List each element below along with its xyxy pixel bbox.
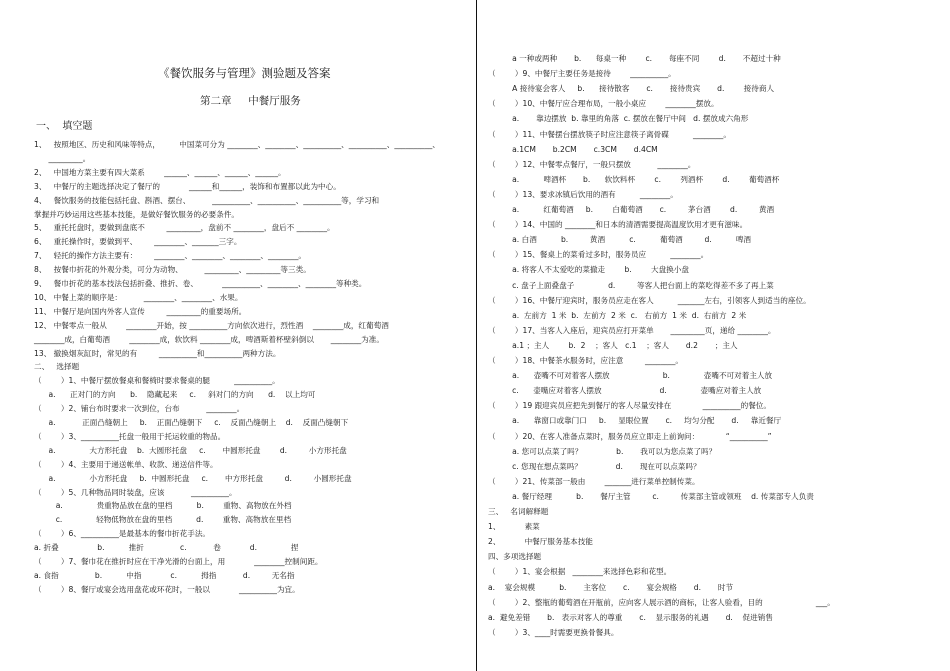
- question-line: 2、 中餐厅服务基本技能: [488, 537, 593, 547]
- question-line: 7、 轻托的操作方法主要有： ________、________、________、________。: [34, 251, 306, 261]
- question-line: a. 啤酒杯 b. 软饮料杯 c. 列酒杯 d. 葡萄酒杯: [488, 174, 780, 184]
- question-line: 12、 中餐零点一般从 ________开始，按 __________方向依次进行，烈性酒 ________成，红葡萄酒: [34, 320, 389, 330]
- question-line: （ ）8、餐厅或宴会选用盘花或环花时，一般以 __________为宜。: [34, 584, 300, 594]
- question-line: a. 将客人不太爱吃的菜撤走 b. 大盘换小盘: [488, 265, 689, 275]
- question-line: 1、 素菜: [488, 522, 540, 532]
- question-line: （ ）1、中餐厅摆放餐桌和餐椅时要求餐桌的腿 __________。: [34, 376, 280, 386]
- question-line: A 接待宴会客人 b. 接待散客 c. 接待贵宾 d. 接待商人: [488, 84, 775, 94]
- question-line: 13、 撤换烟灰缸时，常见的有 __________和__________两种方法。: [34, 348, 281, 358]
- question-line: （ ）21、传菜部一般由 _______进行菜单控制传菜。: [488, 476, 700, 486]
- question-line: a.1 ；主人 b. 2 ；客人 c.1 ；客人 d.2 ；主人: [488, 340, 738, 350]
- question-line: c. 盘子上面叠盘子 d. 等客人把台面上的菜吃得差不多了再上菜: [488, 280, 774, 290]
- question-line: （ ）19 跟迎宾员应把先到餐厅的客人尽量安排在 __________的餐位。: [488, 401, 771, 411]
- question-line: （ ）17、当客人入座后，迎宾员应打开菜单 _________页，递给 ________。: [488, 325, 776, 335]
- question-line: 二、 选择题: [34, 362, 80, 372]
- question-line: （ ）5、几种物品同时装盘，应该 __________。: [34, 487, 237, 497]
- question-line: （ ）15、餐桌上的菜肴过多时，服务员应 ________。: [488, 250, 709, 260]
- question-line: （ ）4、主要用于递送帐单、收款、递送信件等。: [34, 459, 218, 469]
- question-line: 3、 中餐厅的主题选择决定了餐厅的 ______和______，装饰和布置都以此为中心。: [34, 181, 341, 191]
- column-divider: [476, 0, 477, 671]
- question-line: （ ）6、__________是最基本的餐巾折花手法。: [34, 529, 211, 539]
- question-line: 5、 重托托盘时，要做到盘底不 _________，盘前不 ________，盘后不 ________。: [34, 223, 335, 233]
- question-line: a. 红葡萄酒 b. 白葡萄酒 c. 茅台酒 d. 黄酒: [488, 205, 775, 214]
- question-line: 10、 中餐上菜的顺序是： ________、________、水果。: [34, 292, 243, 302]
- question-line: a. 贵重物品放在盘的里档 b. 重物、高物放在外档: [34, 501, 292, 511]
- question-line: a. 靠窗口或靠门口 b. 显眼位置 c. 均匀分配 d. 靠近餐厅: [488, 416, 782, 426]
- question-line: a 一种或两种 b. 每桌一种 c. 每座不同 d. 不超过十种: [488, 54, 781, 63]
- question-line: 4、 餐饮服务的技能包括托盘、斟酒、摆台、 __________、__________、__________等，学习和: [34, 195, 380, 205]
- question-line: a. 白酒 b. 黄酒 c. 葡萄酒 d. 啤酒: [488, 235, 752, 245]
- section-heading-fill: 一、 填空题: [36, 121, 93, 132]
- question-line: a. 宴会规模 b. 主客位 c. 宴会规格 d. 时节: [488, 582, 734, 592]
- question-line: a. 食指 b. 中指 c. 拇指 d. 无名指: [34, 570, 295, 580]
- question-line: （ ）11、中餐摆台摆放筷子时应注意筷子离骨碟 ________。: [488, 129, 731, 139]
- question-line: （ ）12、中餐零点餐厅，一般只摆放 ________。: [488, 159, 696, 169]
- question-line: （ ）13、要求冰镇后饮用的酒有 ________。: [488, 189, 678, 199]
- question-line: （ ）14、中国的 ________和日本的清酒需要提高温度饮用才更有滋味。: [488, 220, 748, 230]
- question-line: 9、 餐巾折花的基本技法包括折叠、推折、卷、 __________、________、________等种类。: [34, 279, 367, 288]
- question-line: a. 壶嘴不可对着客人摆放 b. 壶嘴不可对着主人放: [488, 371, 773, 381]
- doc-title: 《餐饮服务与管理》测验题及答案: [158, 66, 331, 80]
- question-line: （ ）1、宴会根据 ________来选择色彩和花型。: [488, 567, 672, 577]
- question-line: （ ）10、中餐厅应合理布局，一般小桌应 ________摆放。: [488, 99, 719, 109]
- question-line: a. 靠边摆放 b. 靠里的角落 c. 摆放在餐厅中间 d. 摆放成六角形: [488, 114, 749, 124]
- question-line: 1、 按照地区、历史和风味等特点， 中国菜可分为 ________、________、__________、__________、__________、: [34, 140, 440, 149]
- question-line: 8、 按餐巾折花的外观分类，可分为动物、 _________、_________等三类。: [34, 265, 311, 275]
- question-line: （ ）2、整瓶的葡萄酒在开瓶前，应向客人展示酒的商标，让客人验看，目的 ___。: [488, 597, 835, 607]
- question-line: （ ）2、铺台布时要求一次到位，台布 ________。: [34, 404, 245, 414]
- question-line: ________成，白葡萄酒 ________成，软饮料 ________成，啤酒斯着杯壁斜倒以 ________为准。: [34, 334, 384, 344]
- question-line: c. 您现在想点菜吗？ d. 现在可以点菜吗？: [488, 461, 701, 471]
- question-line: （ ）9、中餐厅主要任务是接待 __________。: [488, 69, 676, 79]
- question-line: a. 正面凸缝朝上 b. 正面凸缝朝下 c. 反面凸缝朝上 d. 反面凸缝朝下: [34, 418, 349, 427]
- question-line: （ ）3、____时需要更换骨餐具。: [488, 627, 619, 637]
- question-line: a. 餐厅经理 b. 餐厅主管 c. 传菜部主管或领班 d. 传菜部专人负责: [488, 491, 814, 501]
- question-line: c. 轻物低物放在盘的里档 d. 重物、高物放在里档: [34, 515, 292, 525]
- question-line: a. 小方形托盘 b. 中圆形托盘 c. 中方形托盘 d. 小圆形托盘: [34, 473, 352, 483]
- question-line: 三、 名词解释题: [488, 507, 549, 516]
- question-line: 2、 中国地方菜主要有四大菜系 ______、______、______、______。: [34, 167, 286, 177]
- question-line: （ ）20、在客人准备点菜时，服务员应立即走上前询问： “__________”: [488, 431, 772, 441]
- chapter-heading: 第二章 中餐厅服务: [200, 95, 301, 107]
- question-line: a. 左前方 1 米 b. 左前方 2 米 c. 右前方 1 米 d. 右前方 2 米: [488, 310, 747, 320]
- question-line: a. 折叠 b. 推折 c. 卷 d. 捏: [34, 543, 299, 553]
- question-line: _________。: [34, 153, 91, 163]
- question-line: a. 正对门的方向 b. 隐藏起来 c. 斜对门的方向 d. 以上均可: [34, 390, 316, 400]
- question-line: a. 大方形托盘 b. 大圆形托盘 c. 中圆形托盘 d. 小方形托盘: [34, 445, 347, 455]
- question-line: a.1CM b.2CM c.3CM d.4CM: [488, 144, 658, 154]
- question-line: 6、 重托操作时，要做到平、 ________、_______三字。: [34, 237, 242, 247]
- question-line: （ ）7、餐巾花在推折时应在干净光滑的台面上，用 ________控制间距。: [34, 557, 323, 566]
- question-line: 掌握并巧妙运用这些基本技能，是做好餐饮服务的必要条件。: [34, 209, 240, 219]
- question-line: （ ）18、中餐茶水服务时，应注意 ________。: [488, 356, 683, 365]
- question-line: a. 您可以点菜了吗？ b. 我可以为您点菜了吗？: [488, 446, 717, 456]
- question-line: （ ）3、__________托盘一般用于托运较重的物品。: [34, 431, 226, 441]
- question-line: （ ）16、中餐厅迎宾时，服务员应走在客人 _______左右，引领客人到适当的座位。: [488, 295, 811, 305]
- question-line: a. 避免差错 b. 表示对客人的尊重 c. 显示服务的礼遇 d. 促进销售: [488, 612, 773, 622]
- question-line: c. 壶嘴应对着客人摆放 d. 壶嘴应对着主人放: [488, 386, 762, 396]
- question-line: 11、 中餐厅是向国内外客人宣传 _________的重要场所。: [34, 306, 247, 316]
- question-line: 四、多项选择题: [488, 552, 542, 562]
